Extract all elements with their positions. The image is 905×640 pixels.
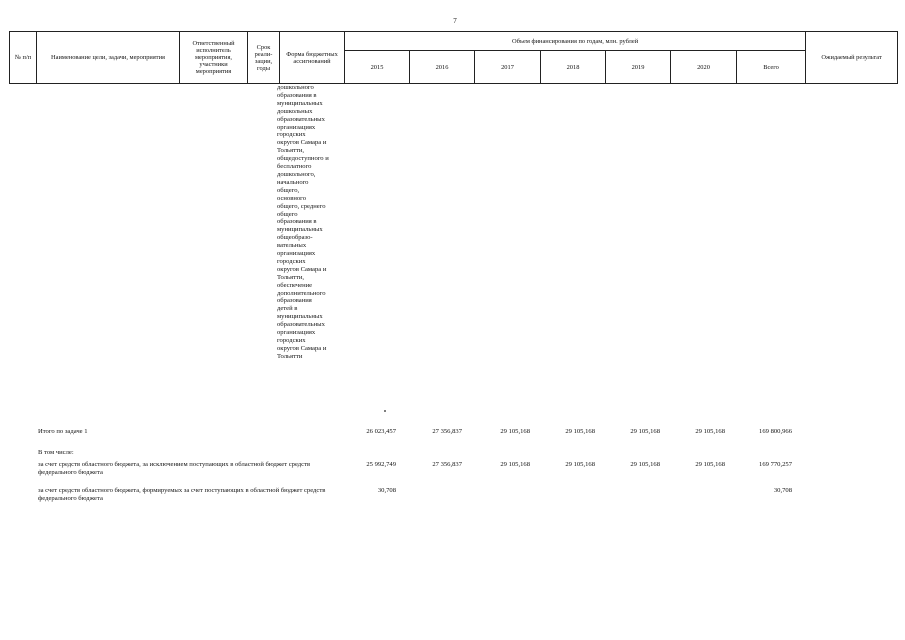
value-cell: 25 992,749 bbox=[366, 461, 396, 468]
header-year: 2017 bbox=[475, 51, 541, 84]
header-funding: Объем финансирования по годам, млн. рублей bbox=[345, 32, 806, 51]
value-cell-total: 169 770,257 bbox=[759, 461, 792, 468]
header-name: Наименование цели, задачи, мероприятия bbox=[37, 32, 180, 84]
value-cell: 29 105,168 bbox=[500, 428, 530, 435]
header-form: Форма бюджетных ассигнований bbox=[280, 32, 345, 84]
header-year: 2018 bbox=[541, 51, 606, 84]
header-year: 2015 bbox=[345, 51, 410, 84]
row-label-regional: за счет средств областного бюджета, за исключением поступающих в областной бюджет средств федерального бюджета bbox=[38, 461, 311, 476]
value-cell: 27 356,837 bbox=[432, 428, 462, 435]
row-label-federal: за счет средств областного бюджета, формируемых за счет поступающих в областной бюджет средств федерального бюджета bbox=[38, 487, 326, 502]
value-cell: 29 105,168 bbox=[695, 428, 725, 435]
row-label-total: Итого по задаче 1 bbox=[38, 428, 88, 435]
header-responsible: Ответственный исполнитель мероприятия, участники мероприятия bbox=[180, 32, 248, 84]
header-term: Срок реали-зации, годы bbox=[248, 32, 280, 84]
page-number: 7 bbox=[453, 17, 457, 25]
header-result: Ожидаемый результат bbox=[806, 32, 898, 84]
value-cell: 29 105,168 bbox=[630, 461, 660, 468]
budget-form-text: дошкольного образования в муниципальных дошкольных образовательных организациях городских округов Самара и Тольятти, общедоступного и бесплатного дошкольного, начального общего, основного общего, среднего общего образования в муниципальных общеобразо- вательных организациях городских округов Самара и Тольятти, обеспечение дополнительного образования детей в муниципальных образовательных организациях городских округов Самара и Тольятти bbox=[277, 84, 329, 360]
header-year: 2019 bbox=[606, 51, 671, 84]
value-cell: 29 105,168 bbox=[565, 428, 595, 435]
value-cell: 29 105,168 bbox=[695, 461, 725, 468]
value-cell: 30,708 bbox=[377, 487, 396, 494]
value-cell: 29 105,168 bbox=[630, 428, 660, 435]
header-num: № п/п bbox=[10, 32, 37, 84]
header-year-total: Всего bbox=[737, 51, 806, 84]
header-year: 2016 bbox=[410, 51, 475, 84]
value-cell: 27 356,837 bbox=[432, 461, 462, 468]
value-cell-total: 30,708 bbox=[773, 487, 792, 494]
header-year: 2020 bbox=[671, 51, 737, 84]
value-cell: 26 023,457 bbox=[366, 428, 396, 435]
value-cell: 29 105,168 bbox=[500, 461, 530, 468]
row-label-including: В том числе: bbox=[38, 449, 74, 456]
bullet-mark bbox=[384, 410, 386, 412]
value-cell-total: 169 800,966 bbox=[759, 428, 792, 435]
value-cell: 29 105,168 bbox=[565, 461, 595, 468]
table-header bbox=[9, 31, 898, 84]
